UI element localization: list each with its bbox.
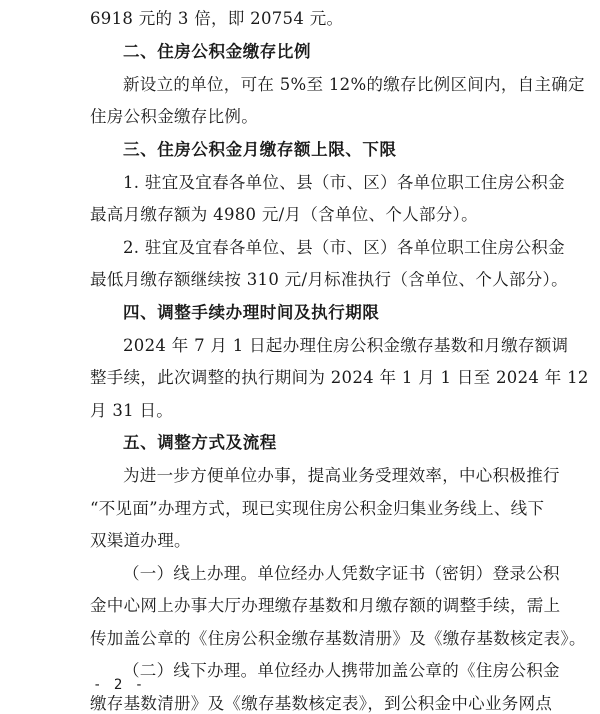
- text-line: 6918 元的 3 倍，即 20754 元。: [90, 9, 344, 28]
- text-line: 1. 驻宜及宜春各单位、县（市、区）各单位职工住房公积金: [123, 173, 565, 192]
- text-line: 最高月缴存额为 4980 元/月（含单位、个人部分）。: [90, 205, 478, 224]
- text-line: 缴存基数清册》及《缴存基数核定表》，到公积金中心业务网点: [90, 694, 553, 713]
- text-line: 传加盖公章的《住房公积金缴存基数清册》及《缴存基数核定表》。: [90, 629, 586, 648]
- page-number: - 2 -: [93, 677, 146, 693]
- text-line: （一）线上办理。单位经办人凭数字证书（密钥）登录公积: [123, 564, 560, 583]
- text-line: 2. 驻宜及宜春各单位、县（市、区）各单位职工住房公积金: [123, 238, 565, 257]
- text-line: 双渠道办理。: [90, 531, 191, 550]
- text-line: （二）线下办理。单位经办人携带加盖公章的《住房公积金: [123, 661, 560, 680]
- text-line: 月 31 日。: [90, 401, 174, 420]
- text-line: 金中心网上办事大厅办理缴存基数和月缴存额的调整手续，需上: [90, 596, 561, 615]
- section-heading: 二、住房公积金缴存比例: [123, 42, 312, 61]
- section-heading: 三、住房公积金月缴存额上限、下限: [123, 140, 397, 159]
- section-heading: 五、调整方式及流程: [123, 433, 277, 452]
- text-line: 最低月缴存额继续按 310 元/月标准执行（含单位、个人部分）。: [90, 270, 568, 289]
- text-line: 为进一步方便单位办事，提高业务受理效率，中心积极推行: [123, 466, 560, 485]
- text-line: 2024 年 7 月 1 日起办理住房公积金缴存基数和月缴存额调: [123, 336, 569, 355]
- text-line: “不见面”办理方式，现已实现住房公积金归集业务线上、线下: [90, 499, 545, 518]
- text-line: 住房公积金缴存比例。: [90, 107, 258, 126]
- section-heading: 四、调整手续办理时间及执行期限: [123, 303, 380, 322]
- text-line: 整手续，此次调整的执行期间为 2024 年 1 月 1 日至 2024 年 12: [90, 368, 589, 387]
- text-line: 新设立的单位，可在 5%至 12%的缴存比例区间内，自主确定: [123, 75, 585, 94]
